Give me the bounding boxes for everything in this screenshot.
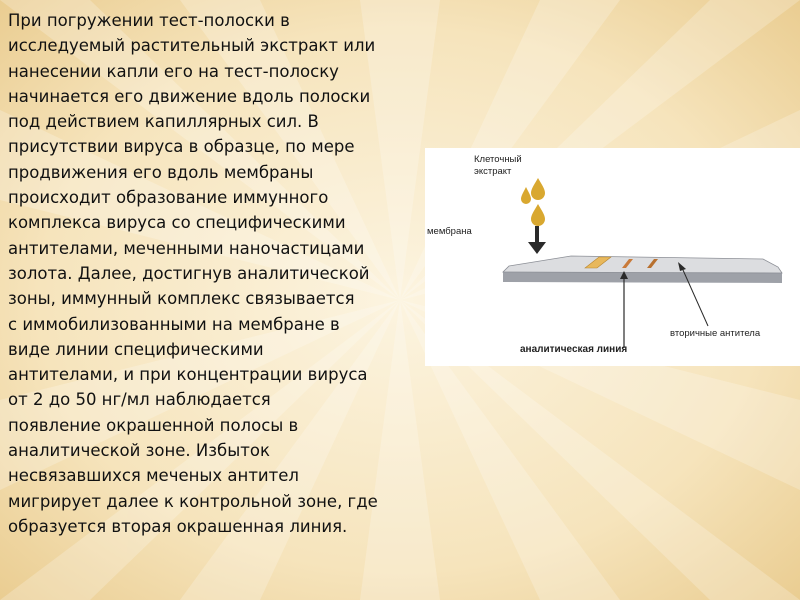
- label-analytical-line: аналитическая линия: [520, 344, 628, 355]
- text-line: мигрирует далее к контрольной зоне, где: [8, 491, 378, 511]
- text-line: виде линии специфическими: [8, 339, 264, 359]
- text-line: появление окрашенной полосы в: [8, 415, 299, 435]
- label-extract-line2: экстракт: [474, 166, 512, 177]
- body-text: [8, 8, 408, 539]
- drop-icon: [531, 204, 545, 226]
- drop-icon: [521, 187, 531, 204]
- text-line: продвижения его вдоль мембраны: [8, 162, 314, 182]
- text-line: исследуемый растительный экстракт или: [8, 36, 376, 56]
- text-line: нанесении капли его на тест-полоску: [8, 61, 339, 81]
- text-line: образуется вторая окрашенная линия.: [8, 516, 348, 536]
- label-extract: [474, 154, 522, 178]
- test-strip-figure: [425, 148, 800, 366]
- text-line: начинается его движение вдоль полоски: [8, 86, 371, 106]
- strip-surface: [503, 256, 782, 273]
- text-line: несвязавшихся меченых антител: [8, 466, 299, 486]
- label-membrane: мембрана: [427, 226, 472, 237]
- text-line: золота. Далее, достигнув аналитической: [8, 263, 370, 283]
- text-line: антителами, и при концентрации вируса: [8, 365, 368, 385]
- text-line: происходит образование иммунного: [8, 188, 329, 208]
- label-extract-line1: Клеточный: [474, 154, 522, 165]
- text-line: комплекса вируса со специфическими: [8, 213, 346, 233]
- text-line: с иммобилизованными на мембране в: [8, 314, 340, 334]
- text-line: под действием капиллярных сил. В: [8, 112, 319, 132]
- down-arrow-icon: [528, 226, 546, 254]
- text-line: зоны, иммунный комплекс связывается: [8, 289, 355, 309]
- text-line: антителами, меченными наночастицами: [8, 238, 365, 258]
- text-line: аналитической зоне. Избыток: [8, 441, 270, 461]
- strip-side: [503, 272, 782, 283]
- label-secondary-antibodies: вторичные антитела: [670, 328, 761, 339]
- text-line: от 2 до 50 нг/мл наблюдается: [8, 390, 271, 410]
- text-line: При погружении тест-полоски в: [8, 11, 290, 30]
- text-line: присутствии вируса в образце, по мере: [8, 137, 355, 157]
- drop-icon: [531, 178, 545, 200]
- up-arrow-icon: [620, 271, 628, 348]
